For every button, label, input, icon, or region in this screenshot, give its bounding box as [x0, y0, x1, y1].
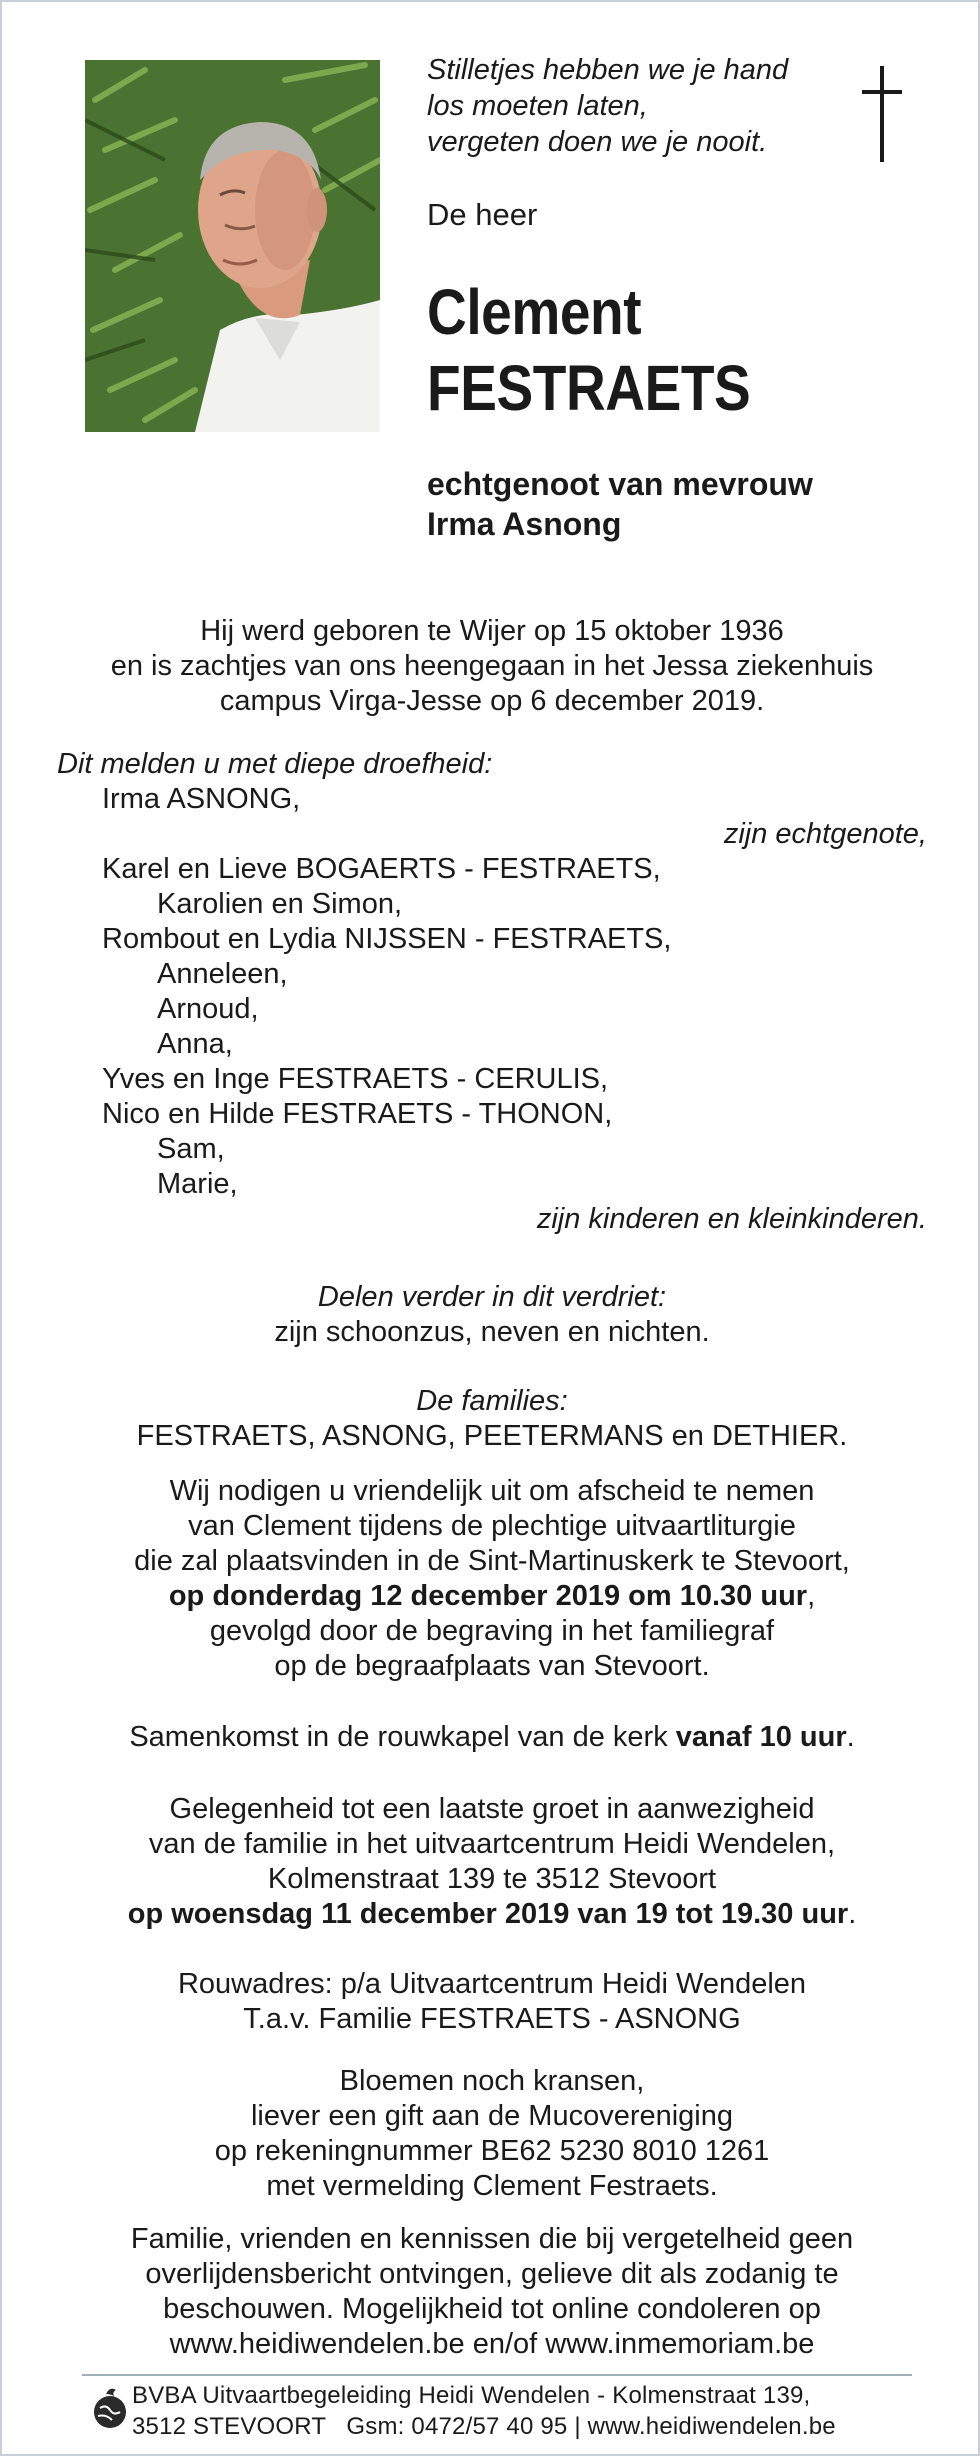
closing-line: overlijdensbericht ontvingen, gelieve dit als zodanig te: [145, 2258, 839, 2290]
visitation-section: [42, 1792, 942, 1932]
motto-line: vergeten doen we je nooit.: [427, 126, 768, 158]
birth-line: en is zachtjes van ons heengegaan in het Jessa ziekenhuis: [110, 650, 874, 682]
family-member: Karolien en Simon,: [157, 888, 403, 920]
closing-section: [42, 2222, 942, 2362]
ceremony-line: Wij nodigen u vriendelijk uit om afscheid te nemen: [169, 1475, 815, 1507]
visitation-line: Kolmenstraat 139 te 3512 Stevoort: [267, 1863, 717, 1895]
last-name: FESTRAETS: [427, 352, 751, 424]
portrait-photo: [85, 60, 380, 432]
ceremony-date: op donderdag 12 december 2019 om 10.30 uur: [168, 1580, 808, 1612]
family-member: Anna,: [157, 1028, 233, 1060]
share-intro: Delen verder in dit verdriet:: [317, 1281, 667, 1313]
family-list: [57, 747, 927, 1237]
ceremony-line: gevolgd door de begraving in het familiegraf: [209, 1615, 775, 1647]
ceremony-date-suffix: ,: [807, 1580, 816, 1612]
gathering-text: Samenkomst in de rouwkapel van de kerk: [129, 1721, 676, 1753]
gathering-time: vanaf 10 uur: [675, 1721, 847, 1753]
footer-line: BVBA Uitvaartbegeleiding Heidi Wendelen - Kolmenstraat 139,: [132, 2382, 811, 2409]
visitation-line: Gelegenheid tot een laatste groet in aanwezigheid: [169, 1793, 815, 1825]
ceremony-line: op de begraafplaats van Stevoort.: [274, 1650, 710, 1682]
closing-line: www.heidiwendelen.be en/of www.inmemoriam.be: [169, 2328, 815, 2360]
wife-name: Irma ASNONG,: [102, 783, 301, 815]
families-text: FESTRAETS, ASNONG, PEETERMANS en DETHIER.: [136, 1420, 848, 1452]
ceremony-line: van Clement tijdens de plechtige uitvaartliturgie: [188, 1510, 796, 1542]
flowers-line: liever een gift aan de Mucovereniging: [250, 2100, 734, 2132]
birth-line: Hij werd geboren te Wijer op 15 oktober 1936: [200, 615, 784, 647]
globe-dove-icon: [92, 2386, 128, 2435]
flowers-line: op rekeningnummer BE62 5230 8010 1261: [214, 2135, 770, 2167]
ceremony-line: die zal plaatsvinden in de Sint-Martinuskerk te Stevoort,: [134, 1545, 850, 1577]
visitation-line: van de familie in het uitvaartcentrum Heidi Wendelen,: [148, 1828, 836, 1860]
family-member: Nico en Hilde FESTRAETS - THONON,: [102, 1098, 613, 1130]
share-section: [42, 1280, 942, 1350]
family-member: Marie,: [157, 1168, 238, 1200]
closing-line: beschouwen. Mogelijkheid tot online condoleren op: [163, 2293, 821, 2325]
visitation-date: op woensdag 11 december 2019 van 19 tot 19.30 uur: [127, 1898, 849, 1930]
closing-line: Familie, vrienden en kennissen die bij vergetelheid geen: [130, 2223, 854, 2255]
footer-divider: [82, 2374, 912, 2376]
motto: [427, 52, 847, 160]
flowers-section: [42, 2064, 942, 2204]
address-section: [42, 1967, 942, 2037]
ceremony-section: [42, 1474, 942, 1684]
footer: [132, 2380, 836, 2442]
flowers-line: met vermelding Clement Festraets.: [266, 2170, 718, 2202]
family-member: Karel en Lieve BOGAERTS - FESTRAETS,: [102, 853, 661, 885]
family-member: Sam,: [157, 1133, 225, 1165]
families-intro: De families:: [416, 1385, 568, 1417]
birth-line: campus Virga-Jesse op 6 december 2019.: [219, 685, 765, 717]
spouse-name: Irma Asnong: [427, 506, 622, 542]
footer-line: 3512 STEVOORT Gsm: 0472/57 40 95 | www.heidiwendelen.be: [132, 2413, 836, 2440]
visitation-date-line: [42, 1897, 942, 1932]
first-name: Clement: [427, 276, 642, 348]
children-role: zijn kinderen en kleinkinderen.: [536, 1203, 927, 1235]
families-section: [42, 1384, 942, 1454]
motto-line: los moeten laten,: [427, 90, 648, 122]
honorific: De heer: [427, 197, 538, 232]
deceased-name: [427, 274, 750, 426]
family-member: Rombout en Lydia NIJSSEN - FESTRAETS,: [102, 923, 672, 955]
family-intro: Dit melden u met diepe droefheid:: [57, 748, 493, 780]
cross-icon: [862, 66, 902, 167]
wife-role: zijn echtgenote,: [723, 818, 927, 850]
gathering-line: [42, 1720, 942, 1755]
gathering-section: [42, 1720, 942, 1755]
address-line: T.a.v. Familie FESTRAETS - ASNONG: [243, 2003, 741, 2035]
flowers-line: Bloemen noch kransen,: [339, 2065, 645, 2097]
family-member: Anneleen,: [157, 958, 288, 990]
visitation-suffix: .: [848, 1898, 857, 1930]
gathering-suffix: .: [846, 1721, 855, 1753]
birth-death-info: [42, 614, 942, 719]
spouse-line: echtgenoot van mevrouw: [427, 466, 813, 502]
share-text: zijn schoonzus, neven en nichten.: [274, 1316, 710, 1348]
motto-line: Stilletjes hebben we je hand: [427, 54, 789, 86]
family-member: Arnoud,: [157, 993, 259, 1025]
ceremony-date-line: [42, 1579, 942, 1614]
family-member: Yves en Inge FESTRAETS - CERULIS,: [102, 1063, 609, 1095]
spouse-info: [427, 464, 813, 544]
address-line: Rouwadres: p/a Uitvaartcentrum Heidi Wendelen: [177, 1968, 807, 2000]
